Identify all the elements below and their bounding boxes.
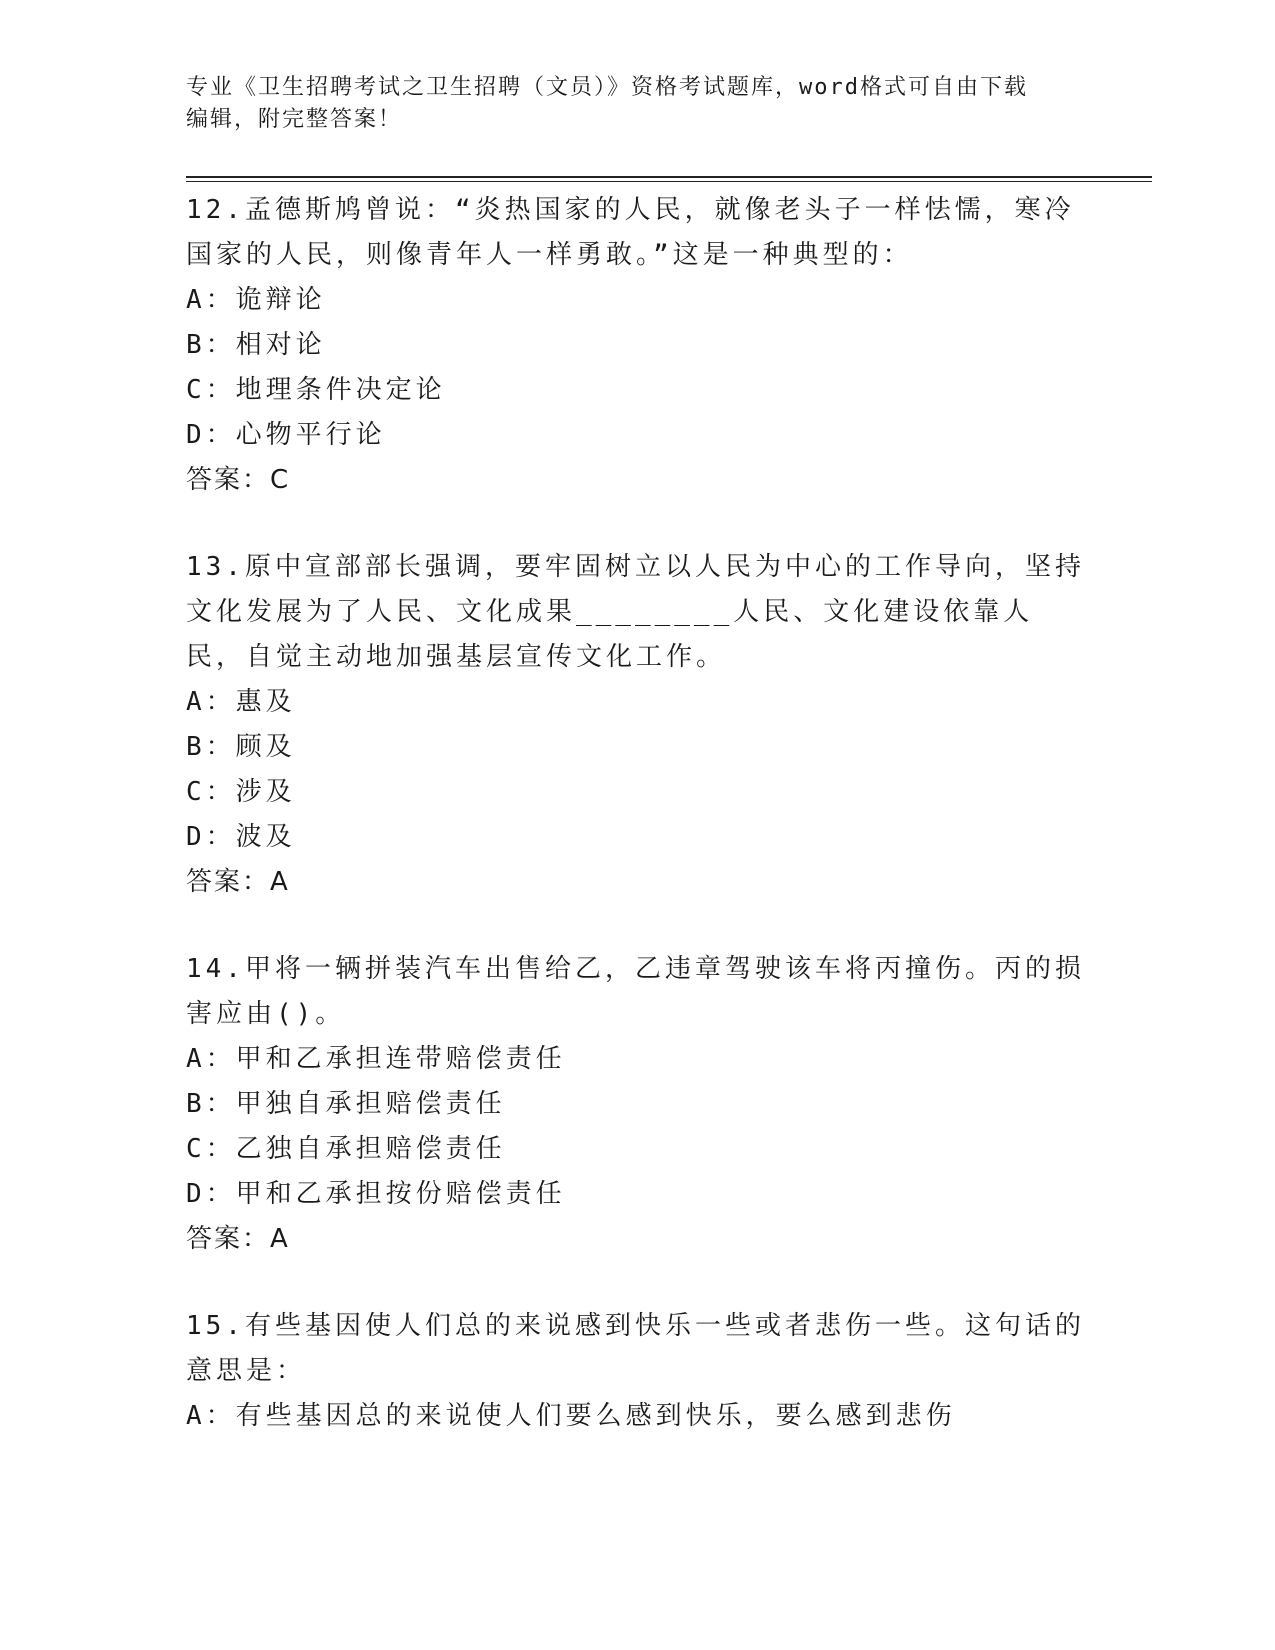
question-14 [186,947,1086,1262]
question-15 [186,1304,1086,1439]
question-13 [186,545,1086,905]
answer-line: 答案：A [186,1224,290,1254]
option-a: A：诡辩论 [186,285,326,315]
header-divider-thin [186,181,1152,182]
option-d: D：甲和乙承担按份赔偿责任 [186,1179,566,1209]
header-divider-thick [186,176,1152,178]
option-b: B：相对论 [186,330,326,360]
option-d: D：波及 [186,822,296,852]
option-a: A：有些基因总的来说使人们要么感到快乐，要么感到悲伤 [186,1401,956,1431]
answer-line: 答案：A [186,867,290,897]
question-stem: 12.孟德斯鸠曾说：“炎热国家的人民，就像老头子一样怯懦，寒冷国家的人民，则像青年人一样勇敢。”这是一种典型的： [186,195,1075,270]
header-line-1: 专业《卫生招聘考试之卫生招聘（文员）》资格考试题库，word格式可自由下载 [186,75,1028,100]
option-c: C：涉及 [186,777,296,807]
question-12 [186,188,1086,503]
question-stem: 14.甲将一辆拼装汽车出售给乙，乙违章驾驶该车将丙撞伤。丙的损害应由()。 [186,954,1085,1029]
option-b: B：甲独自承担赔偿责任 [186,1089,506,1119]
header-line-2: 编辑，附完整答案！ [186,107,403,132]
answer-line: 答案：C [186,465,291,495]
question-stem: 13.原中宣部部长强调，要牢固树立以人民为中心的工作导向，坚持文化发展为了人民、文化成果________人民、文化建设依靠人民，自觉主动地加强基层宣传文化工作。 [186,552,1085,672]
question-stem: 15.有些基因使人们总的来说感到快乐一些或者悲伤一些。这句话的意思是： [186,1311,1085,1386]
option-a: A：惠及 [186,687,296,717]
option-c: C：地理条件决定论 [186,375,446,405]
question-list [186,188,1086,1481]
option-a: A：甲和乙承担连带赔偿责任 [186,1044,566,1074]
option-c: C：乙独自承担赔偿责任 [186,1134,506,1164]
option-b: B：顾及 [186,732,296,762]
option-d: D：心物平行论 [186,420,386,450]
document-header [186,72,1086,136]
